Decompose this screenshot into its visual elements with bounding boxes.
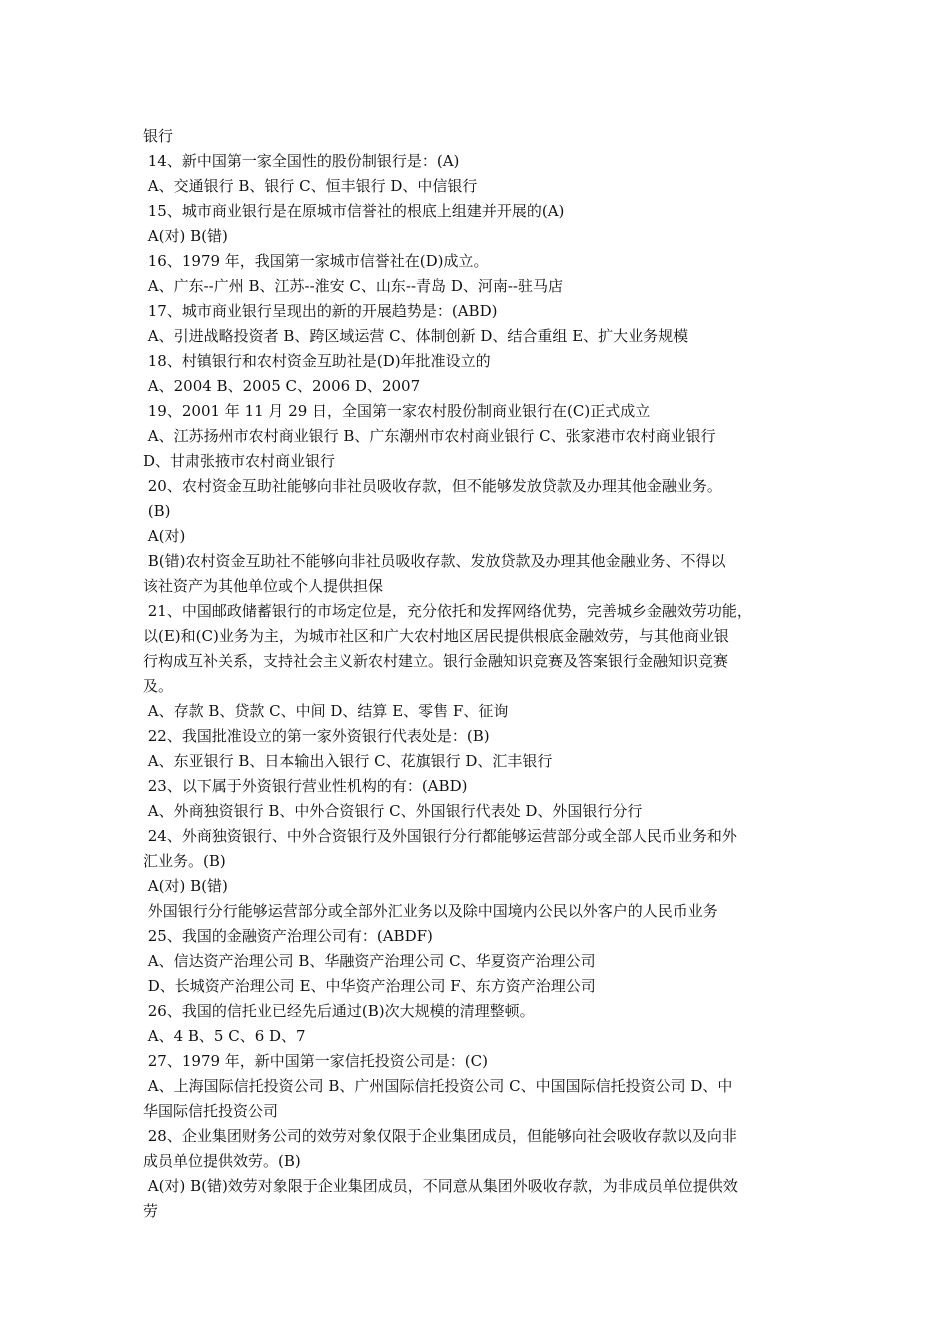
- options-line: A、信达资产治理公司 B、华融资产治理公司 C、华夏资产治理公司: [143, 952, 596, 970]
- question-line: 24、外商独资银行、中外合资银行及外国银行分行都能够运营部分或全部人民币业务和外: [143, 827, 737, 845]
- options-line: D、甘肃张掖市农村商业银行: [143, 452, 336, 470]
- question-line: 以(E)和(C)业务为主，为城市社区和广大农村地区居民提供根底金融效劳，与其他商业银: [143, 627, 729, 645]
- question-line: 成员单位提供效劳。(B): [143, 1152, 301, 1170]
- options-line: A(对): [143, 527, 186, 545]
- question-line: 19、2001 年 11 月 29 日，全国第一家农村股份制商业银行在(C)正式成立: [143, 402, 651, 420]
- question-line: 及。: [143, 677, 174, 695]
- options-line: A、广东--广州 B、江苏--淮安 C、山东--青岛 D、河南--驻马店: [143, 277, 563, 295]
- options-line: A、2004 B、2005 C、2006 D、2007: [143, 377, 421, 395]
- explanation-line: B(错)农村资金互助社不能够向非社员吸收存款、发放贷款及办理其他金融业务、不得以: [143, 552, 726, 570]
- options-line: A、引进战略投资者 B、跨区域运营 C、体制创新 D、结合重组 E、扩大业务规模: [143, 327, 689, 345]
- question-line: 26、我国的信托业已经先后通过(B)次大规模的清理整顿。: [143, 1002, 535, 1020]
- options-line: A、交通银行 B、银行 C、恒丰银行 D、中信银行: [143, 177, 478, 195]
- question-line: 25、我国的金融资产治理公司有：(ABDF): [143, 927, 433, 945]
- options-line: A、外商独资银行 B、中外合资银行 C、外国银行代表处 D、外国银行分行: [143, 802, 643, 820]
- question-line: 27、1979 年，新中国第一家信托投资公司是：(C): [143, 1052, 488, 1070]
- question-line: 汇业务。(B): [143, 852, 226, 870]
- explanation-line: 外国银行分行能够运营部分或全部外汇业务以及除中国境内公民以外客户的人民币业务: [143, 902, 718, 920]
- options-line: 华国际信托投资公司: [143, 1102, 279, 1120]
- question-line: 16、1979 年，我国第一家城市信誉社在(D)成立。: [143, 252, 489, 270]
- text-line: 银行: [143, 127, 174, 145]
- question-line: 21、中国邮政储蓄银行的市场定位是，充分依托和发挥网络优势，完善城乡金融效劳功能，: [143, 602, 752, 620]
- options-line: A、江苏扬州市农村商业银行 B、广东潮州市农村商业银行 C、张家港市农村商业银行: [143, 427, 716, 445]
- options-line: A、上海国际信托投资公司 B、广州国际信托投资公司 C、中国国际信托投资公司 D、中: [143, 1077, 733, 1095]
- explanation-line: 劳: [143, 1202, 159, 1220]
- question-line: 22、我国批准设立的第一家外资银行代表处是：(B): [143, 727, 490, 745]
- question-line: 28、企业集团财务公司的效劳对象仅限于企业集团成员，但能够向社会吸收存款以及向非: [143, 1127, 737, 1145]
- options-line: D、长城资产治理公司 E、中华资产治理公司 F、东方资产治理公司: [143, 977, 596, 995]
- options-line: A(对) B(错): [143, 877, 228, 895]
- question-line: 14、新中国第一家全国性的股份制银行是：(A): [143, 152, 460, 170]
- document-page: [143, 124, 815, 1224]
- answer-line: (B): [143, 502, 171, 520]
- options-line: A、存款 B、贷款 C、中间 D、结算 E、零售 F、征询: [143, 702, 509, 720]
- explanation-line: A(对) B(错)效劳对象限于企业集团成员，不同意从集团外吸收存款，为非成员单位提供效: [143, 1177, 738, 1195]
- question-line: 15、城市商业银行是在原城市信誉社的根底上组建并开展的(A): [143, 202, 565, 220]
- explanation-line: 该社资产为其他单位或个人提供担保: [143, 577, 384, 595]
- options-line: A(对) B(错): [143, 227, 228, 245]
- question-line: 行构成互补关系，支持社会主义新农村建立。银行金融知识竞赛及答案银行金融知识竞赛: [143, 652, 729, 670]
- question-line: 20、农村资金互助社能够向非社员吸收存款，但不能够发放贷款及办理其他金融业务。: [143, 477, 722, 495]
- question-line: 18、村镇银行和农村资金互助社是(D)年批准设立的: [143, 352, 491, 370]
- options-line: A、东亚银行 B、日本输出入银行 C、花旗银行 D、汇丰银行: [143, 752, 553, 770]
- question-line: 23、以下属于外资银行营业性机构的有：(ABD): [143, 777, 468, 795]
- options-line: A、4 B、5 C、6 D、7: [143, 1027, 306, 1045]
- question-line: 17、城市商业银行呈现出的新的开展趋势是：(ABD): [143, 302, 498, 320]
